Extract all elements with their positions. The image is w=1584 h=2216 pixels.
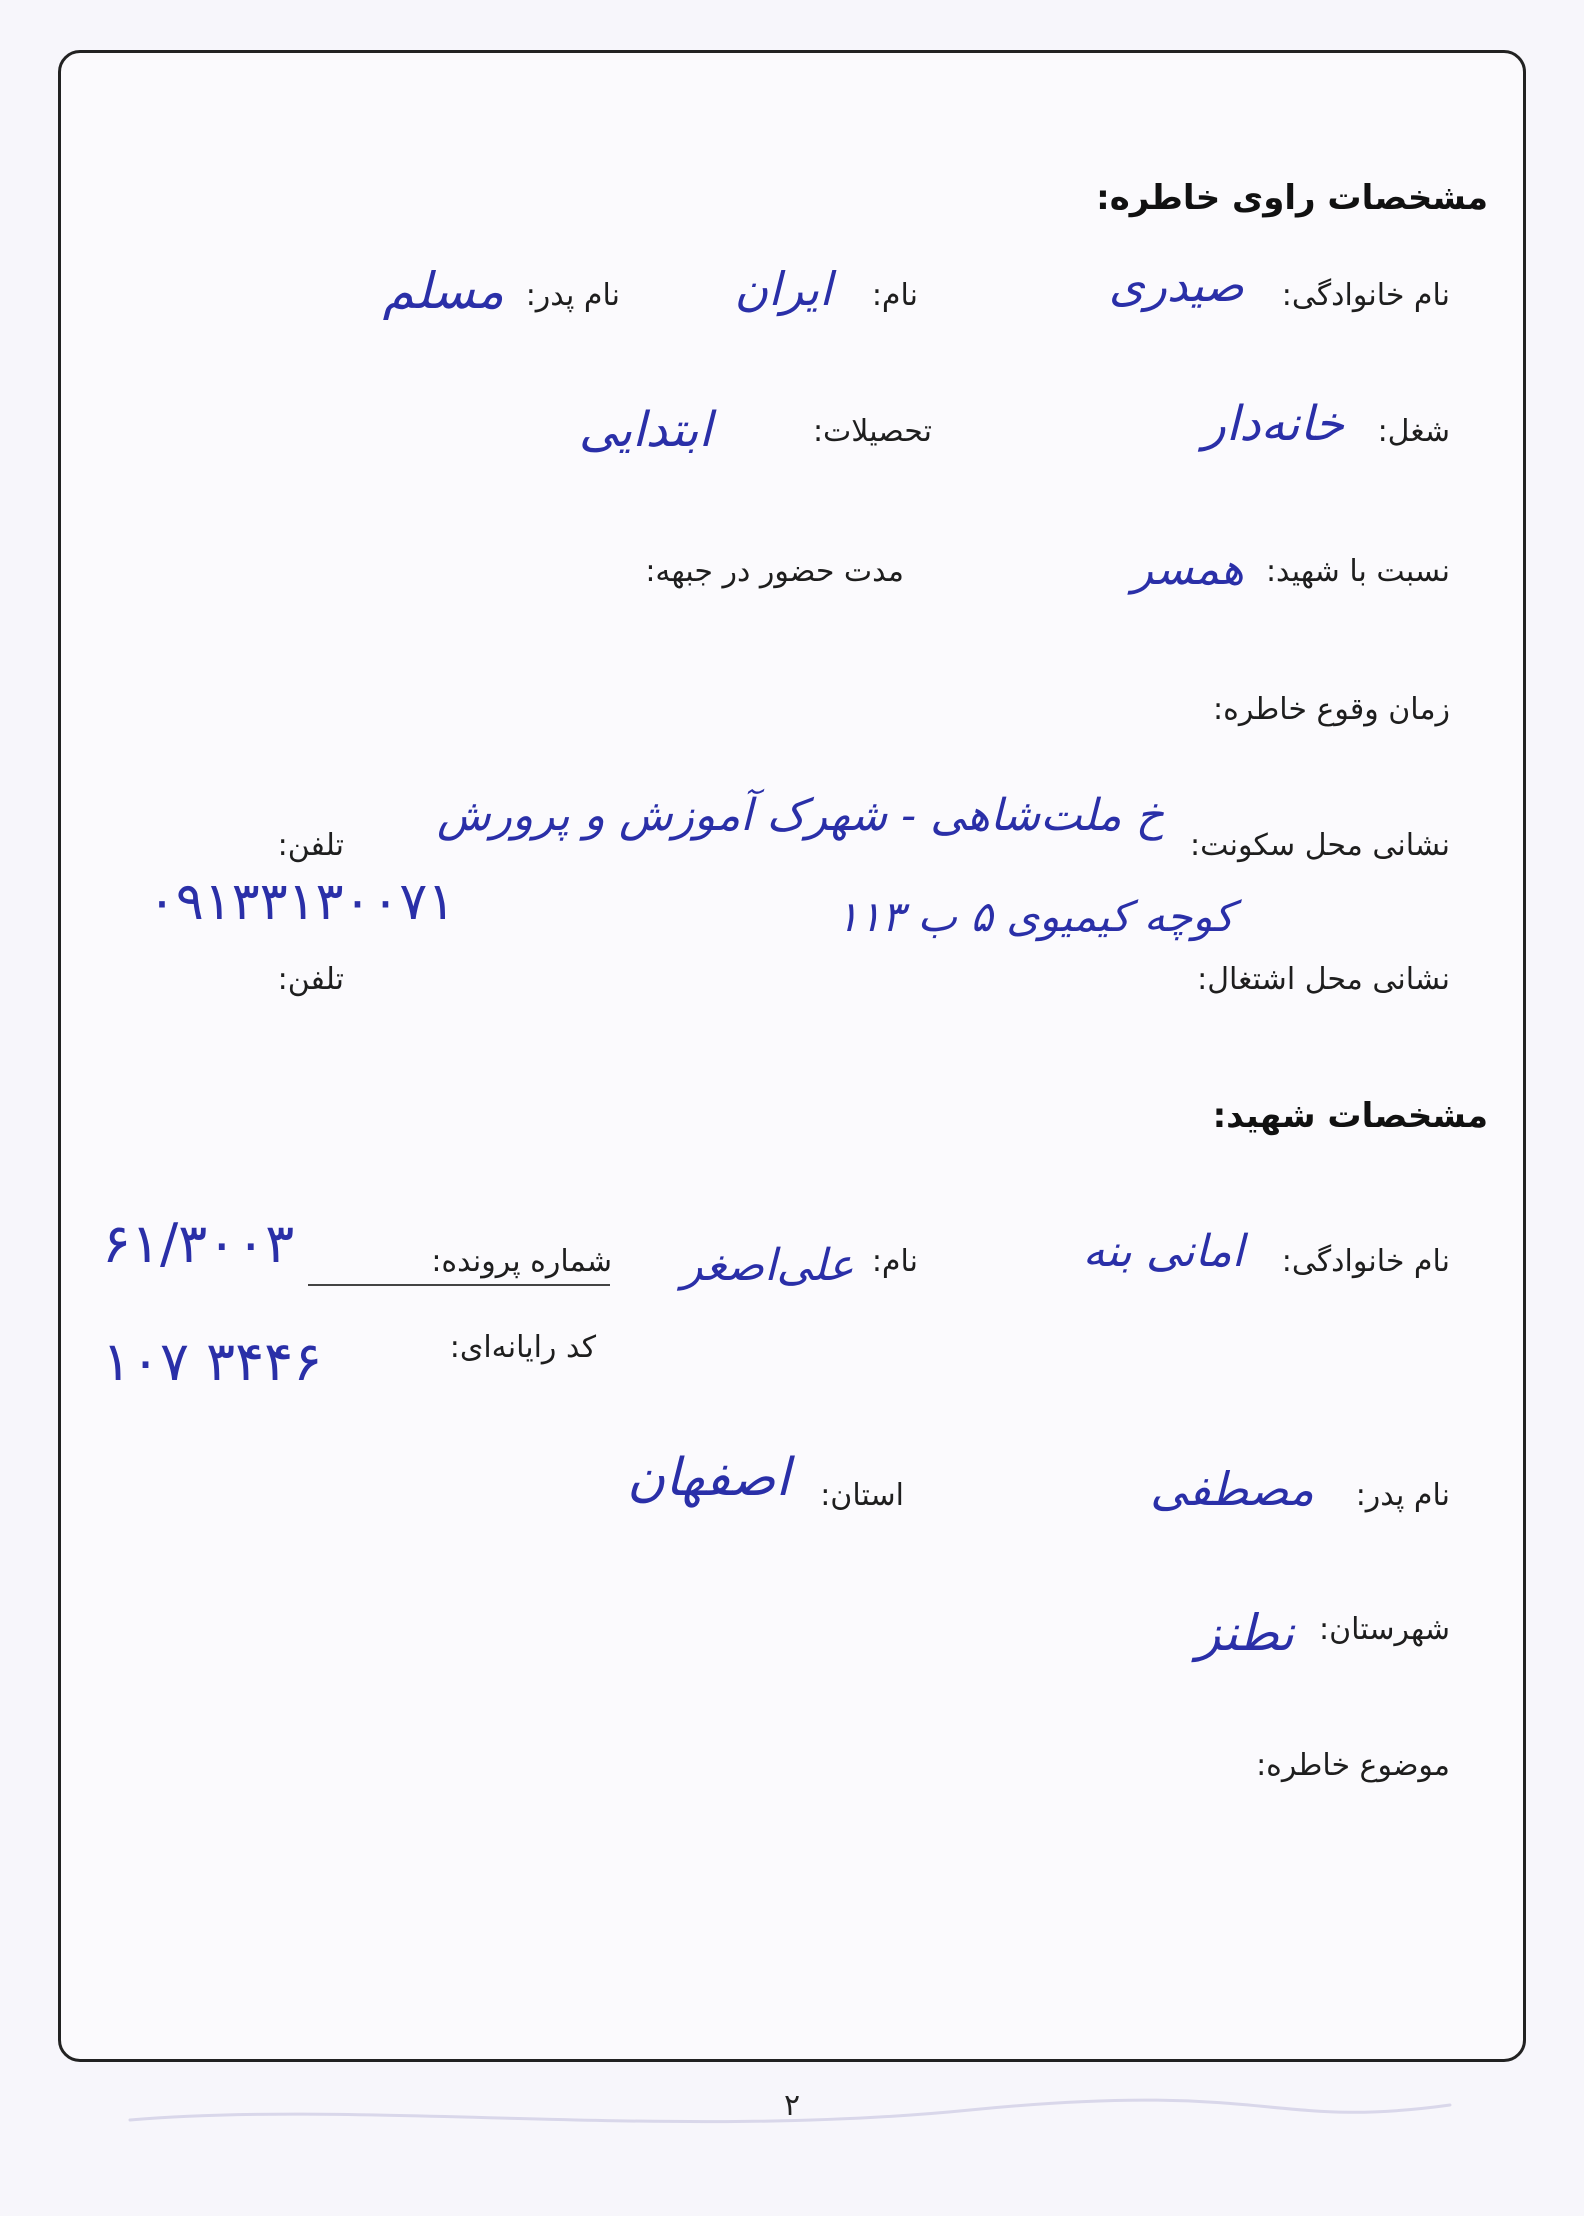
- narrator-work-address-label: نشانی محل اشتغال:: [1197, 962, 1450, 997]
- narrator-relation-label: نسبت با شهید:: [1265, 554, 1450, 589]
- narrator-front-duration-label: مدت حضور در جبهه:: [645, 554, 904, 589]
- narrator-relation-value: همسر: [1131, 544, 1244, 595]
- martyr-computer-code-label: کد رایانه‌ای:: [449, 1330, 596, 1365]
- narrator-education-label: تحصیلات:: [812, 414, 932, 449]
- martyr-county-value: نطنز: [1196, 1604, 1294, 1662]
- narrator-phone-label-2: تلفن:: [277, 962, 344, 997]
- martyr-family-name-value: امانی بنه: [1082, 1226, 1244, 1277]
- martyr-father-name-label: نام پدر:: [1355, 1478, 1450, 1513]
- martyr-file-number-label: شماره پرونده:: [431, 1244, 612, 1279]
- martyr-province-value: اصفهان: [627, 1448, 790, 1508]
- martyr-file-number-value: ۶۱/۳۰۰۳: [102, 1212, 295, 1275]
- narrator-residence-value-line1: خ ملت‌شاهی - شهرک آموزش و پرورش: [437, 790, 1164, 841]
- martyr-family-name-label: نام خانوادگی:: [1281, 1244, 1450, 1279]
- narrator-family-name-value: صیدری: [1108, 258, 1244, 312]
- martyr-memory-subject-label: موضوع خاطره:: [1256, 1748, 1450, 1783]
- narrator-heading: مشخصات راوی خاطره:: [1096, 178, 1488, 218]
- martyr-county-label: شهرستان:: [1319, 1612, 1450, 1647]
- martyr-father-name-value: مصطفی: [1150, 1462, 1314, 1516]
- martyr-name-label: نام:: [871, 1244, 918, 1279]
- narrator-memory-time-label: زمان وقوع خاطره:: [1213, 692, 1450, 727]
- narrator-residence-value-line2: کوچه کیمیوی ۵ ب ۱۱۳: [836, 892, 1234, 941]
- narrator-education-value: ابتدایی: [578, 402, 712, 458]
- narrator-name-label: نام:: [871, 278, 918, 313]
- narrator-father-name-label: نام پدر:: [525, 278, 620, 313]
- narrator-occupation-label: شغل:: [1377, 414, 1450, 449]
- martyr-heading: مشخصات شهید:: [1212, 1096, 1488, 1136]
- narrator-phone-label-1: تلفن:: [277, 828, 344, 863]
- narrator-residence-label: نشانی محل سکونت:: [1190, 828, 1450, 863]
- narrator-phone-value-1: ۰۹۱۳۳۱۳۰۰۷۱: [148, 872, 456, 932]
- martyr-file-number-underline: [308, 1284, 610, 1286]
- narrator-occupation-value: خانه‌دار: [1202, 396, 1344, 452]
- martyr-name-value: علی‌اصغر: [681, 1240, 854, 1291]
- narrator-name-value: ایران: [734, 262, 832, 316]
- narrator-father-name-value: مسلم: [382, 262, 504, 320]
- martyr-computer-code-value: ۱۰۷ ۳۴۴۶: [102, 1330, 323, 1393]
- narrator-family-name-label: نام خانوادگی:: [1281, 278, 1450, 313]
- page-number: ۲: [783, 2088, 801, 2123]
- martyr-province-label: استان:: [820, 1478, 904, 1513]
